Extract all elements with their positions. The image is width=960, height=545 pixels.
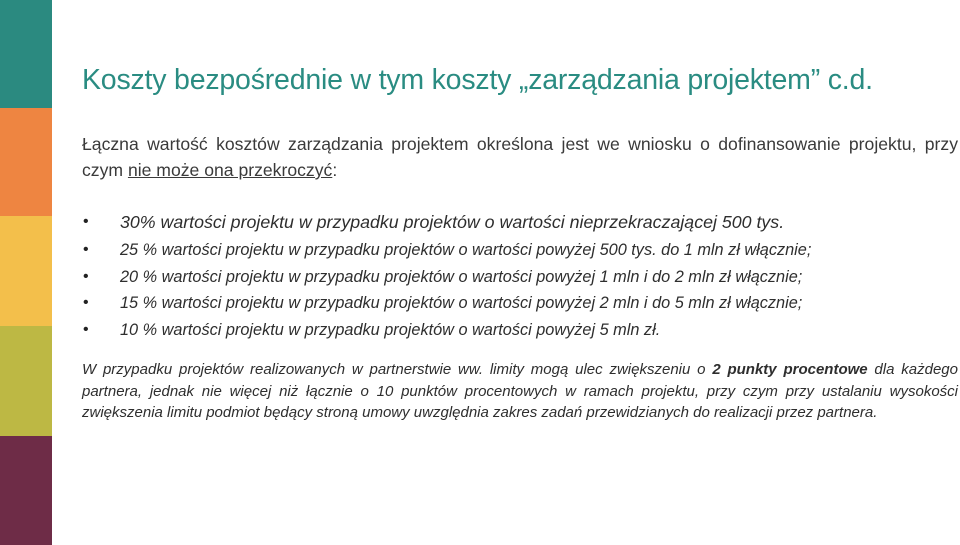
limits-list (82, 204, 960, 343)
note-text-end: dla każdego partnera, jednak nie więcej niż łącznie o 10 punktów procentowych w ramach projektu, przy czym przy ustalaniu wysokości zwiększenia limitu podmiot będący stroną umowy uwzględnia zakres zadań przewidzianych do realizacji przez partnera. (82, 361, 958, 421)
decorative-stripe-yellow (0, 216, 52, 326)
list-item (82, 237, 960, 264)
list-item-text: 10 % wartości projektu w przypadku projektów o wartości powyżej 5 mln zł. (120, 320, 661, 339)
bullet-icon: • (83, 241, 89, 258)
bullet-icon: • (83, 320, 89, 338)
note-bold-text: 2 punkty procentowe (712, 361, 868, 378)
intro-underlined-text: nie może ona przekroczyć (127, 160, 333, 180)
intro-text-end: : (332, 160, 338, 180)
list-item-text: 25 % wartości projektu w przypadku projektów o wartości powyżej 500 tys. do 1 mln zł włącznie; (120, 241, 812, 259)
bullet-icon: • (83, 267, 89, 285)
slide-title: Koszty bezpośrednie w tym koszty „zarządzania projektem” c.d. (82, 64, 873, 96)
list-item-text: 20 % wartości projektu w przypadku projektów o wartości powyżej 1 mln i do 2 mln zł włącznie; (120, 267, 803, 286)
decorative-stripe-orange (0, 108, 52, 216)
note-text: W przypadku projektów realizowanych w partnerstwie ww. limity mogą ulec zwiększeniu o (82, 361, 713, 378)
list-item (82, 204, 960, 237)
partnership-note (82, 359, 958, 424)
list-item (82, 264, 960, 291)
bullet-icon: • (83, 294, 89, 311)
list-item (82, 290, 960, 317)
list-item-text: 30% wartości projektu w przypadku projektów o wartości nieprzekraczającej 500 tys. (120, 212, 785, 232)
list-item (82, 317, 960, 344)
intro-paragraph (82, 131, 958, 183)
decorative-stripe-olive (0, 326, 52, 436)
decorative-stripe-maroon (0, 436, 52, 545)
bullet-icon: • (83, 213, 89, 230)
intro-text: Łączna wartość kosztów zarządzania projektem określona jest we wniosku o dofinansowanie projektu, przy czym (82, 134, 958, 180)
list-item-text: 15 % wartości projektu w przypadku projektów o wartości powyżej 2 mln i do 5 mln zł włącznie; (120, 294, 803, 312)
decorative-stripe-teal (0, 0, 52, 108)
